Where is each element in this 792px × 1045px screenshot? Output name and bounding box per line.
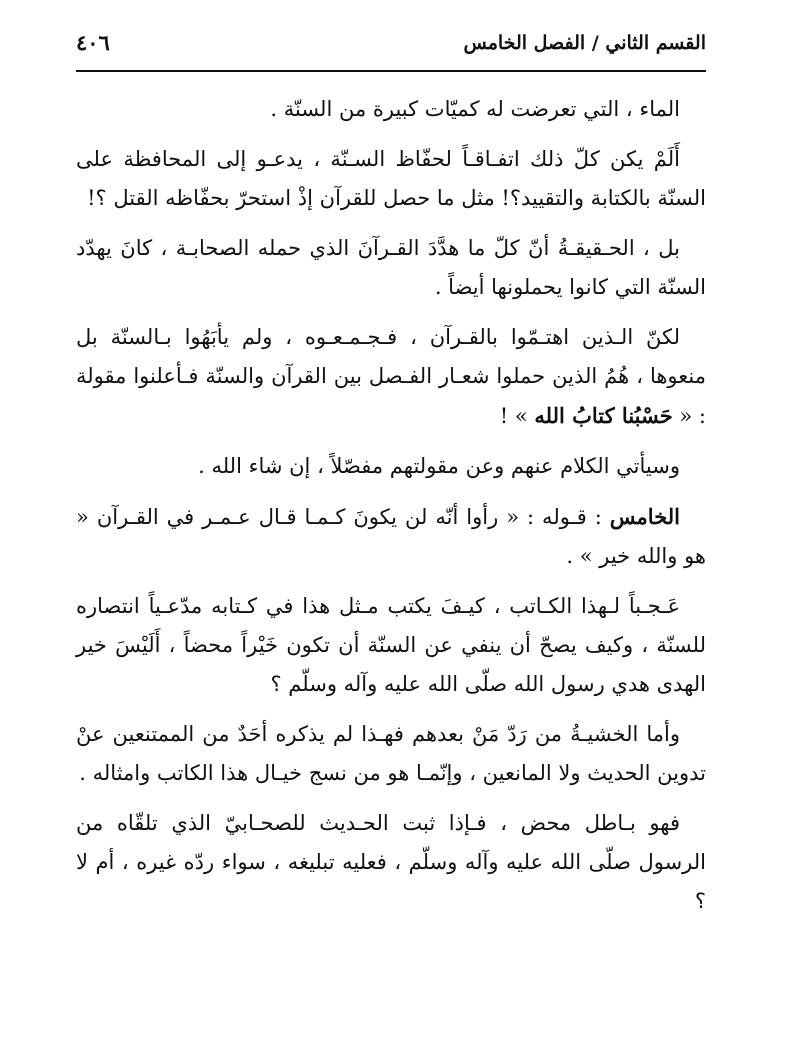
running-header <box>76 26 706 66</box>
paragraph-8: وأما الخشيـةُ من رَدّ مَنْ بعدهم فهـذا لم يذكره أحَدٌ من الممتنعين عنْ تدوين الحديث ولا المانعين ، وإنّمـا هو من نسج خيـال هذا الكاتب وامثاله . <box>76 722 706 785</box>
paragraph-7: عَـجـباً لـهذا الكـاتب ، كيـفَ يكتب مـثل هذا في كـتابه مدّعـياً انتصاره للسنّة ، وكيف يصحّ أن ينفي عن السنّة أن تكون خَيْراً محضاً ، أَلَيْسَ خير الهدى هدي رسول الله صلّى الله عليه وآله وسلّم ؟ <box>76 594 706 696</box>
page-number: ٤٠٦ <box>76 30 110 55</box>
paragraph-4-text-before: لكنّ الـذين اهتـمّوا بالقـرآن ، فـجـمـعـوه ، ولم يأبَهُوا بـالسنّة بل منعوها ، هُمُ الذين حملوا شعـار الفـصل بين القرآن والسنّة فـأعلنوا مقولة : « <box>76 325 706 428</box>
header-title: القسم الثاني / الفصل الخامس <box>463 32 706 54</box>
section-label-fifth: الخامس <box>609 504 680 529</box>
paragraph-3: بل ، الحـقيقـةُ أنّ كلّ ما هدَّدَ القـرآنَ الذي حمله الصحابـة ، كانَ يهدّد السنّة التي كانوا يحملونها أيضاً . <box>76 236 706 299</box>
paragraph-9: فهو بـاطل محض ، فـإذا ثبت الحـديث للصحـابيّ الذي تلقّاه من الرسول صلّى الله عليه وآله وسلّم ، فعليه تبليغه ، سواء ردّه غيره ، أم لا ؟ <box>76 811 706 913</box>
paragraph-5: وسيأتي الكلام عنهم وعن مقولتهم مفصّلاً ، إن شاء الله . <box>198 454 680 478</box>
paragraph-4 <box>76 318 706 436</box>
paragraph-1: الماء ، التي تعرضت له كميّات كبيرة من السنّة . <box>270 97 680 121</box>
paragraph-6-text: : قـوله : « رأوا أنّه لن يكونَ كـمـا قـال عـمـر في القـرآن « هو والله خير » . <box>76 505 706 568</box>
quoted-slogan: حَسْبُنا كتابُ الله <box>534 403 673 428</box>
page-body <box>76 90 706 932</box>
paragraph-6 <box>76 497 706 576</box>
header-divider <box>76 70 706 72</box>
paragraph-4-text-after: » ! <box>499 404 535 428</box>
paragraph-2: أَلَمْ يكن كلّ ذلك اتفـاقـاً لحفّاظ السـنّة ، يدعـو إلى المحافظة على السنّة بالكتابة والتقييد؟! مثل ما حصل للقرآن إذْ استحرّ بحفّاظه القتل ؟! <box>76 147 706 210</box>
